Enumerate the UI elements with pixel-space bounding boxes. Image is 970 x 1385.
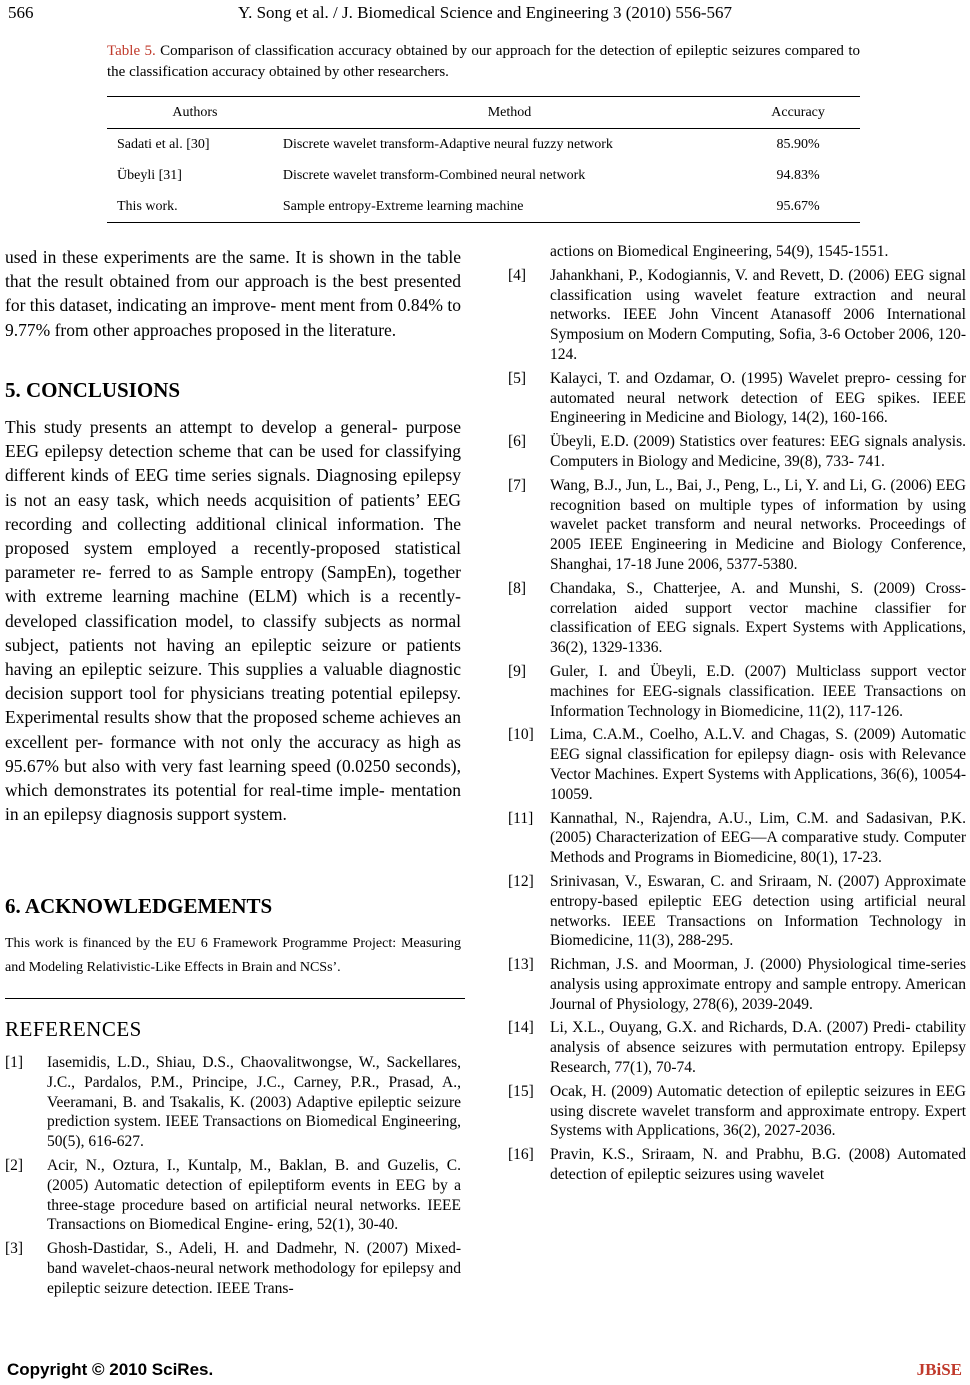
reference-number: [5] — [508, 369, 527, 387]
reference-text: Wang, B.J., Jun, L., Bai, J., Peng, L., Li, Y. and Li, G. (2006) EEG recognition based on multiple types of information by using wavelet packet transform and neural networks. Proceedings of 2005 IEEE Engineering in Medicine and Biology Conference, Shanghai, 17-18 June 2006, 5377-5380. — [550, 476, 966, 573]
table-row — [107, 129, 860, 161]
reference-text: Kalayci, T. and Ozdamar, O. (1995) Wavelet prepro- cessing for automated neural network detection of EEG spikes. IEEE Engineering in Medicine and Biology, 14(2), 160-166. — [550, 369, 966, 427]
comparison-table — [107, 96, 860, 223]
reference-number: [6] — [508, 433, 527, 451]
reference-number: [13] — [508, 956, 534, 974]
reference-text: Lima, C.A.M., Coelho, A.L.V. and Chagas, S. (2009) Automatic EEG signal classification for epilepsy diagn- osis with Relevance Vector Machines. Expert Systems with Applications, 36(6), 10054-10059. — [550, 726, 966, 803]
reference-text: Srinivasan, V., Eswaran, C. and Sriraam, N. (2007) Approximate entropy-based epileptic EEG detection using artificial neural networks. IEEE Transactions on Information Technology in Biomedicine, 11(3), 288-295. — [550, 872, 966, 950]
cell-authors-text: Sadati et al. [30] — [117, 136, 210, 152]
reference-item — [508, 242, 966, 262]
column-header-method: Method — [283, 97, 736, 129]
cell-accuracy: 85.90% — [776, 136, 820, 152]
reference-text: Guler, I. and Übeyli, E.D. (2007) Multiclass support vector machines for EEG-signals classification. IEEE Transactions on Information Technology in Biomedicine, 11(2), 117-126. — [550, 662, 966, 720]
acknowledgements-heading: 6. ACKNOWLEDGEMENTS — [5, 894, 273, 918]
reference-number: [15] — [508, 1082, 534, 1100]
cell-accuracy: 94.83% — [776, 167, 820, 183]
page-header — [0, 2, 970, 26]
reference-text: actions on Biomedical Engineering, 54(9), 1545-1551. — [550, 243, 889, 260]
table-header-row — [107, 97, 860, 129]
reference-number: [3] — [5, 1240, 24, 1258]
reference-item — [5, 1053, 461, 1152]
table-caption-label: Table 5. — [107, 43, 156, 59]
reference-text: Jahankhani, P., Kodogiannis, V. and Revett, D. (2006) EEG signal classification using wavelet feature extraction and neural networks. IEEE John Vincent Atanasoff 2006 International Symposium on Modern Computing, Sofia, 3-6 October 2006, 120-124. — [550, 266, 966, 363]
reference-number: [4] — [508, 266, 527, 284]
reference-number: [8] — [508, 579, 527, 597]
reference-item — [508, 725, 966, 804]
reference-text: Iasemidis, L.D., Shiau, D.S., Chaovalitwongse, W., Sackellares, J.C., Pardalos, P.M., Principe, J.C., Carney, P.R., Prasad, A., Veeramani, B. and Tsakalis, K. (2003) Adaptive epileptic seizure prediction system. IEEE Transactions on Biomedical Engineering, 50(5), 616-627. — [47, 1054, 461, 1151]
page-number: 566 — [8, 3, 34, 22]
reference-number: [14] — [508, 1019, 534, 1037]
reference-number: [1] — [5, 1054, 24, 1071]
reference-item — [508, 955, 966, 1014]
table-caption-text: Comparison of classification accuracy obtained by our approach for the detection of epileptic seizures compared to the classification accuracy obtained by other researchers. — [107, 43, 860, 80]
table-caption — [107, 41, 860, 83]
conclusions-heading: 5. CONCLUSIONS — [5, 378, 181, 402]
cell-method: Sample entropy-Extreme learning machine — [283, 191, 736, 223]
acknowledgements-paragraph: This work is financed by the EU 6 Framework Programme Project: Measuring and Modeling Relativistic-Like Effects in Brain and NCSs’. — [5, 936, 461, 975]
reference-text: Kannathal, N., Rajendra, A.U., Lim, C.M. and Sadasivan, P.K. (2005) Characterization of EEG—A comparative study. Computer Methods and Programs in Biomedicine, 80(1), 17-23. — [550, 809, 966, 867]
reference-number: [10] — [508, 726, 534, 744]
reference-item — [508, 809, 966, 868]
reference-item — [508, 1145, 966, 1185]
reference-item — [5, 1239, 461, 1298]
reference-number: [12] — [508, 872, 534, 890]
reference-number: [2] — [5, 1156, 24, 1174]
reference-text: Chandaka, S., Chatterjee, A. and Munshi, S. (2009) Cross- correlation aided support vector machine classifier for classification of EEG signals. Expert Systems with Applications, 36(2), 1329-1336. — [550, 579, 966, 657]
reference-item — [508, 266, 966, 365]
reference-number: [9] — [508, 662, 527, 680]
reference-item — [508, 872, 966, 951]
reference-text: Li, X.L., Ouyang, G.X. and Richards, D.A. (2007) Predi- ctability analysis of absence seizures with permutation entropy. Epilepsy Research, 77(1), 70-74. — [550, 1019, 966, 1077]
copyright-notice: Copyright © 2010 SciRes. — [7, 1360, 214, 1379]
cell-accuracy: 95.67% — [736, 191, 860, 223]
intro-paragraph: used in these experiments are the same. It is shown in the table that the result obtained from our approach is the best presented for this dataset, indicating an improve- ment ment from 0.84% to 9.77% from other approaches proposed in the literature. — [5, 247, 461, 340]
cell-authors — [107, 129, 283, 161]
running-head: Y. Song et al. / J. Biomedical Science and Engineering 3 (2010) 556-567 — [237, 3, 732, 22]
cell-method: Discrete wavelet transform-Combined neural network — [282, 167, 586, 183]
conclusions-paragraph: This study presents an attempt to develop a general- purpose EEG epilepsy detection scheme that can be used for classifying different kinds of EEG time series signals. Diagnosing epilepsy is not an easy task, which needs acquisition of patients’ EEG recording and collecting additional clinical information. The proposed system employed a recently-proposed statistical parameter re- ferred to as Sample entropy (SampEn), together with extreme learning machine (ELM) which is a recently- developed classification model, to classify subjects as normal subject, patients not having an epileptic seizure or patients having an epileptic seizure. This supplies a valuable diagnostic decision support tool for physicians treating potential epilepsy. Experimental results show that the proposed scheme achieves an excellent per- formance with not only the accuracy as high as 95.67% but also with very fast learning speed (0.0250 seconds), which demonstrates its potential for real-time imple- mentation in an epilepsy diagnosis support system. — [5, 417, 461, 825]
reference-item — [508, 662, 966, 721]
reference-text: Ocak, H. (2009) Automatic detection of epileptic seizures in EEG using discrete wavelet transform and approximate entropy. Expert Systems with Applications, 36(2), 2027-2036. — [550, 1082, 966, 1140]
cell-authors: This work. — [107, 191, 283, 223]
reference-text: Pravin, K.S., Sriraam, N. and Prabhu, B.G. (2008) Automated detection of epileptic seizures using wavelet — [550, 1146, 966, 1184]
references-list-left — [5, 1053, 461, 1303]
table-row — [107, 160, 860, 191]
reference-text: Richman, J.S. and Moorman, J. (2000) Physiological time-series analysis using approximate entropy and sample entropy. American Journal of Physiology, 278(6), 2039-2049. — [550, 956, 966, 1013]
reference-text: Übeyli, E.D. (2009) Statistics over features: EEG signals analysis. Computers in Biology and Medicine, 39(8), 733- 741. — [550, 433, 966, 470]
cell-method: Discrete wavelet transform-Adaptive neural fuzzy network — [282, 136, 613, 152]
reference-item — [5, 1156, 461, 1235]
reference-item — [508, 579, 966, 658]
cell-authors: Übeyli [31] — [117, 167, 182, 183]
reference-number: [11] — [508, 809, 534, 827]
reference-number: [7] — [508, 476, 527, 494]
section-divider — [5, 998, 465, 999]
table-row — [107, 191, 860, 223]
page-footer — [0, 1360, 970, 1385]
reference-item — [508, 432, 966, 472]
reference-text: Acir, N., Oztura, I., Kuntalp, M., Baklan, B. and Guzelis, C. (2005) Automatic detection of epileptiform events in EEG by a three-stage procedure based on artificial neural networks. IEEE Transactions on Biomedical Engine- ering, 52(1), 30-40. — [47, 1156, 461, 1234]
reference-item — [508, 1018, 966, 1077]
references-heading: REFERENCES — [5, 1017, 142, 1041]
reference-text: Ghosh-Dastidar, S., Adeli, H. and Dadmehr, N. (2007) Mixed-band wavelet-chaos-neural network methodology for epilepsy and epileptic seizure detection. IEEE Trans- — [47, 1240, 461, 1297]
reference-item — [508, 476, 966, 575]
column-header-accuracy: Accuracy — [736, 97, 860, 129]
journal-abbreviation: JBiSE — [916, 1360, 962, 1379]
column-header-authors: Authors — [107, 97, 283, 129]
reference-item — [508, 1082, 966, 1141]
reference-item — [508, 369, 966, 428]
references-list-right — [508, 242, 966, 1189]
reference-number: [16] — [508, 1146, 534, 1164]
